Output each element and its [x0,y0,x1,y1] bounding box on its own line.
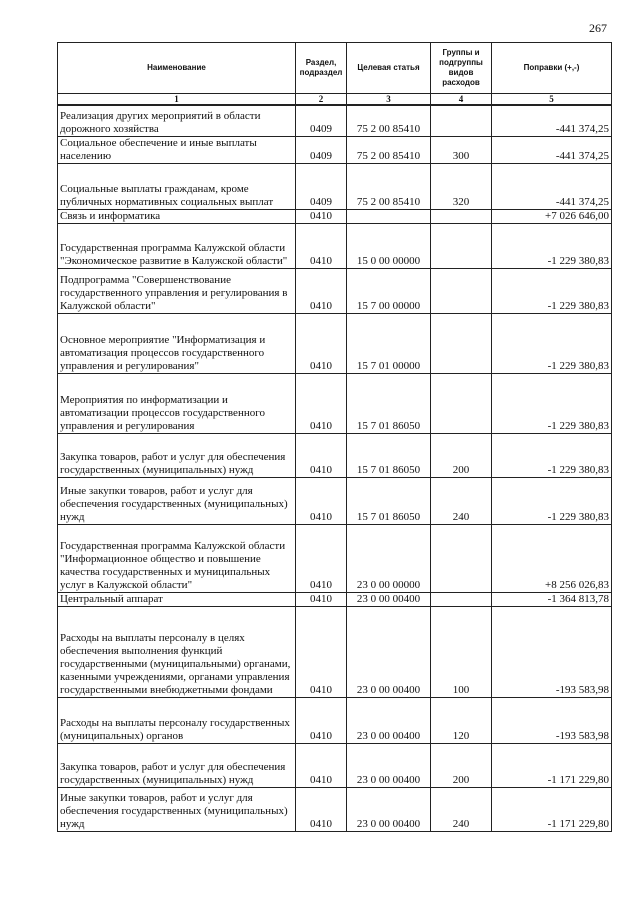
cell-group [431,268,492,313]
cell-name: Иные закупки товаров, работ и услуг для обеспечения государственных (муниципальных) нужд [58,787,296,831]
column-number: 1 [58,94,296,106]
cell-name: Мероприятия по информатизации и автоматизации процессов государственного управления и регулирования [58,373,296,433]
table-row [58,477,612,524]
cell-article: 15 7 01 86050 [347,477,431,524]
table-row [58,105,612,136]
cell-section: 0410 [296,209,347,223]
cell-section: 0410 [296,524,347,592]
cell-group: 120 [431,697,492,743]
cell-section: 0410 [296,223,347,268]
table-row [58,136,612,163]
cell-amount: -1 171 229,80 [492,743,612,787]
cell-name: Социальное обеспечение и иные выплаты населению [58,136,296,163]
header-groups: Группы и подгруппы видов расходов [431,43,492,94]
table-row [58,592,612,606]
cell-article: 23 0 00 00400 [347,606,431,697]
cell-amount: -1 229 380,83 [492,373,612,433]
cell-amount: -193 583,98 [492,697,612,743]
cell-name: Закупка товаров, работ и услуг для обеспечения государственных (муниципальных) нужд [58,433,296,477]
table-row [58,524,612,592]
cell-name: Закупка товаров, работ и услуг для обеспечения государственных (муниципальных) нужд [58,743,296,787]
cell-section: 0410 [296,268,347,313]
cell-group [431,373,492,433]
cell-name: Основное мероприятие "Информатизация и автоматизация процессов государственного управления и регулирования" [58,313,296,373]
cell-section: 0409 [296,105,347,136]
table-row [58,209,612,223]
cell-group: 100 [431,606,492,697]
header-section: Раздел, подраздел [296,43,347,94]
cell-amount: -441 374,25 [492,163,612,209]
column-number: 4 [431,94,492,106]
cell-section: 0410 [296,592,347,606]
cell-group [431,223,492,268]
cell-amount: -1 229 380,83 [492,313,612,373]
cell-amount: -1 229 380,83 [492,477,612,524]
cell-amount: -1 364 813,78 [492,592,612,606]
table-row [58,697,612,743]
header-article: Целевая статья [347,43,431,94]
table-row [58,313,612,373]
cell-article: 15 7 00 00000 [347,268,431,313]
cell-section: 0410 [296,313,347,373]
cell-group: 300 [431,136,492,163]
cell-article: 23 0 00 00400 [347,697,431,743]
cell-amount: -441 374,25 [492,105,612,136]
cell-name: Государственная программа Калужской области "Информационное общество и повышение качества государственных и муниципальных услуг в Калужской области" [58,524,296,592]
budget-amendments-table [57,42,612,832]
cell-article: 15 7 01 00000 [347,313,431,373]
table-body [58,105,612,831]
cell-group: 320 [431,163,492,209]
cell-amount: -441 374,25 [492,136,612,163]
cell-amount: +8 256 026,83 [492,524,612,592]
column-number-row [58,94,612,106]
cell-article: 15 7 01 86050 [347,433,431,477]
table-row [58,743,612,787]
cell-article: 15 0 00 00000 [347,223,431,268]
cell-section: 0410 [296,787,347,831]
table-row [58,163,612,209]
cell-group: 200 [431,743,492,787]
cell-amount: -1 229 380,83 [492,433,612,477]
cell-name: Государственная программа Калужской области "Экономическое развитие в Калужской области" [58,223,296,268]
cell-amount: -1 229 380,83 [492,223,612,268]
cell-amount: -1 229 380,83 [492,268,612,313]
header-amount: Поправки (+,-) [492,43,612,94]
cell-group: 240 [431,787,492,831]
cell-section: 0410 [296,697,347,743]
cell-article: 23 0 00 00400 [347,787,431,831]
cell-section: 0410 [296,606,347,697]
cell-article: 23 0 00 00400 [347,592,431,606]
cell-amount: -1 171 229,80 [492,787,612,831]
cell-group [431,105,492,136]
table-header-row [58,43,612,94]
column-number: 3 [347,94,431,106]
cell-section: 0410 [296,373,347,433]
cell-name: Центральный аппарат [58,592,296,606]
page-number: 267 [589,21,607,35]
table-row [58,268,612,313]
cell-article: 75 2 00 85410 [347,105,431,136]
cell-name: Расходы на выплаты персоналу государственных (муниципальных) органов [58,697,296,743]
cell-group [431,524,492,592]
cell-name: Расходы на выплаты персоналу в целях обеспечения выполнения функций государственными (муниципальными) органами, казенными учреждениями, органами управления государственными внебюджетными фондами [58,606,296,697]
table-row [58,223,612,268]
cell-article: 23 0 00 00400 [347,743,431,787]
cell-section: 0410 [296,433,347,477]
column-number: 5 [492,94,612,106]
cell-group [431,313,492,373]
cell-section: 0410 [296,477,347,524]
cell-article: 75 2 00 85410 [347,136,431,163]
header-name: Наименование [58,43,296,94]
cell-group: 240 [431,477,492,524]
column-number: 2 [296,94,347,106]
table-row [58,433,612,477]
cell-article: 15 7 01 86050 [347,373,431,433]
cell-section: 0409 [296,163,347,209]
cell-article: 75 2 00 85410 [347,163,431,209]
cell-name: Подпрограмма "Совершенствование государственного управления и регулирования в Калужской области" [58,268,296,313]
cell-name: Социальные выплаты гражданам, кроме публичных нормативных социальных выплат [58,163,296,209]
table-row [58,373,612,433]
cell-amount: -193 583,98 [492,606,612,697]
cell-name: Иные закупки товаров, работ и услуг для обеспечения государственных (муниципальных) нужд [58,477,296,524]
cell-group [431,209,492,223]
cell-section: 0410 [296,743,347,787]
cell-article: 23 0 00 00000 [347,524,431,592]
cell-amount: +7 026 646,00 [492,209,612,223]
cell-section: 0409 [296,136,347,163]
cell-article [347,209,431,223]
cell-name: Реализация других мероприятий в области дорожного хозяйства [58,105,296,136]
cell-group [431,592,492,606]
cell-group: 200 [431,433,492,477]
table-row [58,787,612,831]
cell-name: Связь и информатика [58,209,296,223]
table-row [58,606,612,697]
